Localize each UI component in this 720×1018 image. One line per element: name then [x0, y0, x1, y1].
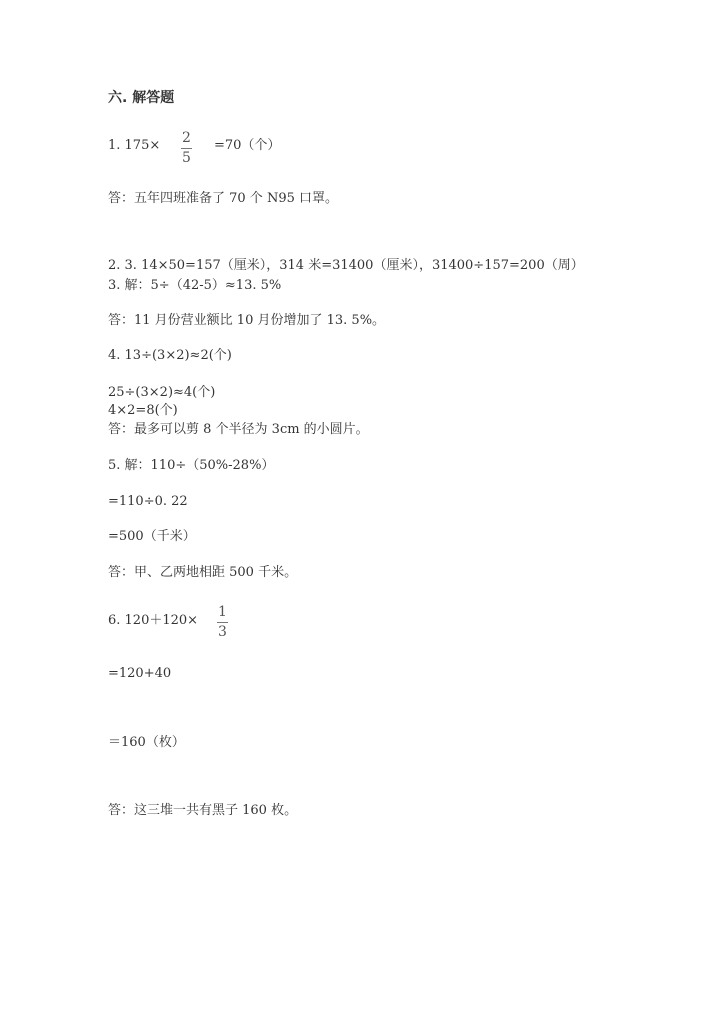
q6-answer: 答：这三堆一共有黑子 160 枚。 — [108, 803, 298, 818]
fraction-bar — [181, 148, 192, 149]
q3-answer: 答：11 月份营业额比 10 月份增加了 13. 5%。 — [108, 313, 386, 328]
q5-line-2: =110÷0. 22 — [108, 494, 188, 509]
q1-fraction — [181, 130, 192, 167]
q1-expression-suffix: =70（个） — [214, 138, 281, 153]
q4-line-2: 25÷(3×2)≈4(个) — [108, 385, 216, 400]
q4-line-3: 4×2=8(个) — [108, 403, 178, 418]
q1-fraction-denominator: 5 — [182, 150, 191, 166]
q6-fraction — [217, 604, 228, 641]
q4-answer: 答：最多可以剪 8 个半径为 3cm 的小圆片。 — [108, 422, 369, 437]
q5-answer: 答：甲、乙两地相距 500 千米。 — [108, 565, 298, 580]
q1-fraction-numerator: 2 — [182, 130, 191, 146]
q6-line-3: ＝160（枚） — [108, 735, 185, 750]
q6-fraction-denominator: 3 — [218, 624, 227, 640]
q6-line-2: =120+40 — [108, 666, 172, 681]
q6-fraction-numerator: 1 — [218, 604, 227, 620]
q2-line: 2. 3. 14×50=157（厘米），314 米=31400（厘米），31400÷157=200（周） — [108, 258, 584, 273]
fraction-bar — [217, 622, 228, 623]
q1-answer: 答：五年四班准备了 70 个 N95 口罩。 — [108, 191, 338, 206]
q1-expression-prefix: 1. 175× — [108, 138, 161, 153]
q3-line: 3. 解：5÷（42-5）≈13. 5% — [108, 278, 282, 293]
q4-line-1: 4. 13÷(3×2)≈2(个) — [108, 348, 232, 363]
q6-expression-prefix: 6. 120＋120× — [108, 613, 199, 628]
q5-line-3: =500（千米） — [108, 529, 196, 544]
q5-line-1: 5. 解：110÷（50%-28%） — [108, 458, 275, 473]
section-title: 六. 解答题 — [108, 90, 175, 106]
